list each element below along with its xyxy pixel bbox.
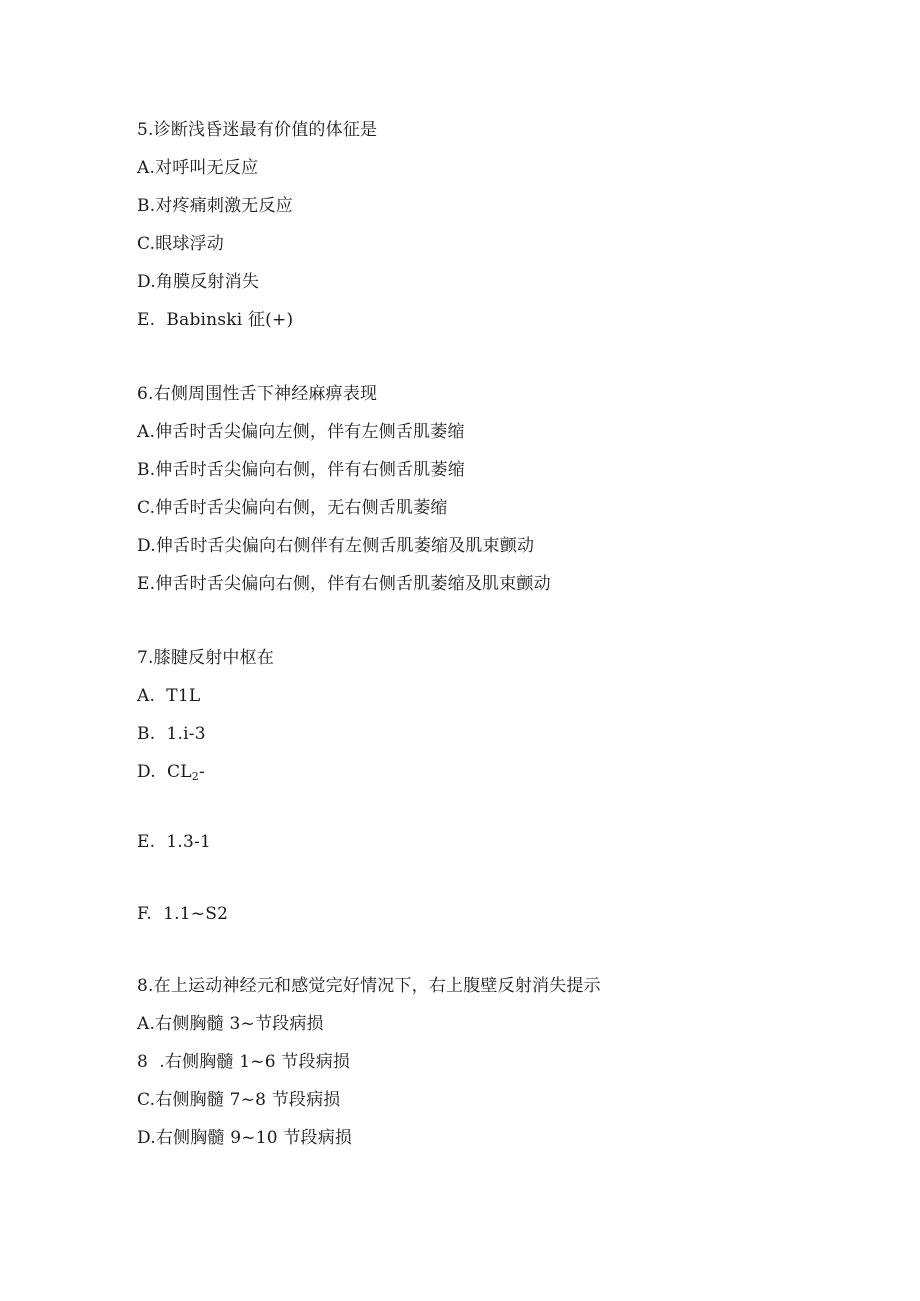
q6-option-c: C.伸舌时舌尖偏向右侧，无右侧舌肌萎缩 [137,498,448,518]
question-6: 6.右侧周围性舌下神经麻痹表现 [137,384,378,404]
q7-option-d [137,760,205,789]
q6-option-e: E.伸舌时舌尖偏向右侧，伴有右侧舌肌萎缩及肌束颤动 [137,574,551,594]
question-7: 7.膝腱反射中枢在 [137,648,275,668]
q7-option-e: E. 1.3-1 [137,832,212,852]
q8-option-d: D.右侧胸髓 9~10 节段病损 [137,1128,353,1148]
question-8: 8.在上运动神经元和感觉完好情况下，右上腹壁反射消失提示 [137,976,601,996]
q8-option-c: C.右侧胸髓 7~8 节段病损 [137,1090,341,1110]
q5-option-a: A.对呼叫无反应 [137,158,259,178]
q6-option-b: B.伸舌时舌尖偏向右侧，伴有右侧舌肌萎缩 [137,460,465,480]
q5-option-b: B.对疼痛刺激无反应 [137,196,293,216]
q5-option-c: C.眼球浮动 [137,234,225,254]
q8-option-a: A.右侧胸髓 3~节段病损 [137,1014,324,1034]
q7-option-d-prefix: D. CL [137,762,192,782]
q7-option-f: F. 1.1~S2 [137,904,229,924]
q7-option-a: A. T1L [137,686,201,706]
q6-option-d: D.伸舌时舌尖偏向右侧伴有左侧舌肌萎缩及肌束颤动 [137,536,535,556]
q7-option-d-suffix: - [198,762,205,782]
q8-option-b: 8 .右侧胸髓 1~6 节段病损 [137,1052,351,1072]
q5-option-d: D.角膜反射消失 [137,272,260,292]
q6-option-a: A.伸舌时舌尖偏向左侧，伴有左侧舌肌萎缩 [137,422,465,442]
question-5: 5.诊断浅昏迷最有价值的体征是 [137,120,378,140]
q7-option-b: B. 1.i-3 [137,724,206,744]
q7-option-d-subscript: 2 [191,770,199,783]
q5-option-e: E. Babinski 征(+) [137,310,294,330]
